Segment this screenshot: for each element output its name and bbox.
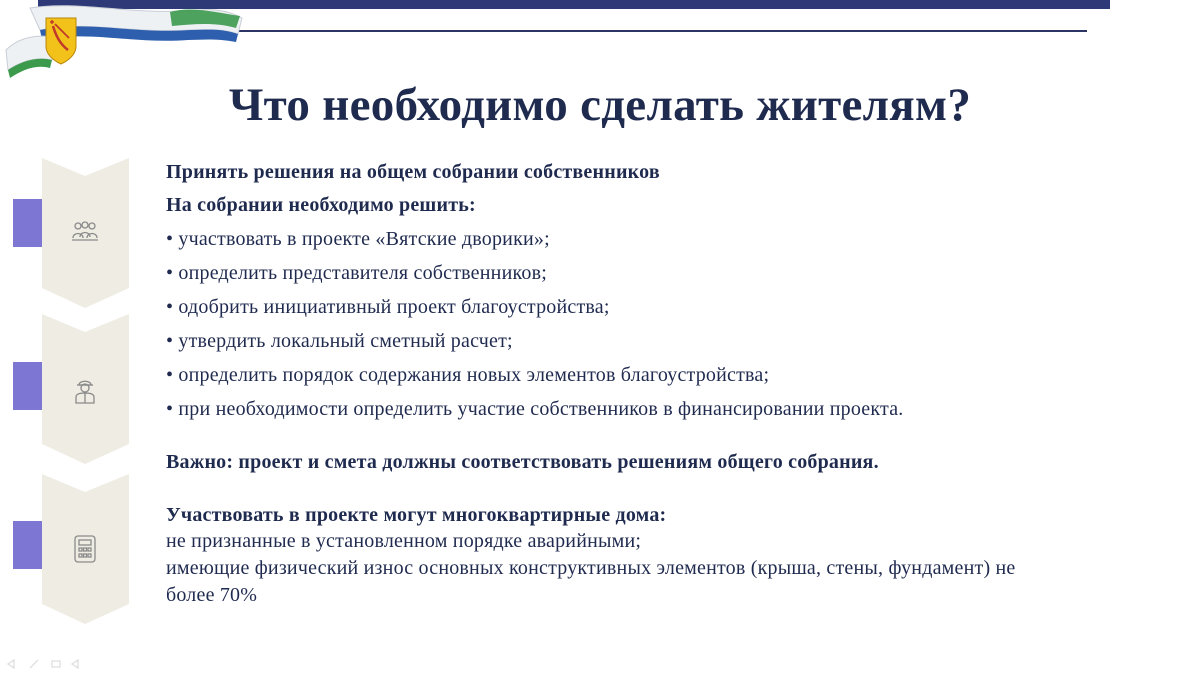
- next-slide-icon: [72, 660, 78, 668]
- important-note: Важно: проект и смета должны соответствовать решениям общего собрания.: [166, 451, 879, 473]
- kirov-coat-of-arms-icon: [46, 18, 76, 64]
- calculator-icon: [70, 534, 100, 564]
- step-chevrons: [0, 156, 135, 626]
- slideshow-nav-controls[interactable]: [6, 658, 86, 670]
- block3-line: более 70%: [166, 584, 258, 606]
- worker-icon: [70, 375, 100, 405]
- block3-line: имеющие физический износ основных конструктивных элементов (крыша, стены, фундамент) не: [166, 557, 1016, 579]
- block3-line: не признанные в установленном порядке аварийными;: [166, 530, 642, 552]
- step-accent-1: [13, 199, 42, 247]
- menu-icon: [52, 661, 60, 667]
- list-item: • определить представителя собственников;: [166, 262, 547, 284]
- previous-slide-icon: [8, 660, 14, 668]
- list-item: • утвердить локальный сметный расчет;: [166, 330, 513, 352]
- step-accent-3: [13, 521, 42, 569]
- slide-title: Что необходимо сделать жителям?: [228, 79, 972, 131]
- people-group-icon: [70, 218, 100, 248]
- list-item: • при необходимости определить участие собственников в финансировании проекта.: [166, 398, 904, 420]
- kirov-flag-logo: [0, 0, 250, 80]
- block1-heading: Принять решения на общем собрании собственников: [166, 161, 660, 183]
- content-area: [166, 160, 1166, 607]
- block3-heading: Участвовать в проекте могут многоквартирные дома:: [166, 504, 667, 526]
- step-accent-2: [13, 362, 42, 410]
- list-item: • одобрить инициативный проект благоустройства;: [166, 296, 610, 318]
- block1-subheading: На собрании необходимо решить:: [166, 194, 476, 216]
- pen-icon: [30, 660, 38, 668]
- list-item: • определить порядок содержания новых элементов благоустройства;: [166, 364, 770, 386]
- top-divider-line: [145, 30, 1087, 32]
- list-item: • участвовать в проекте «Вятские дворики»;: [166, 228, 550, 250]
